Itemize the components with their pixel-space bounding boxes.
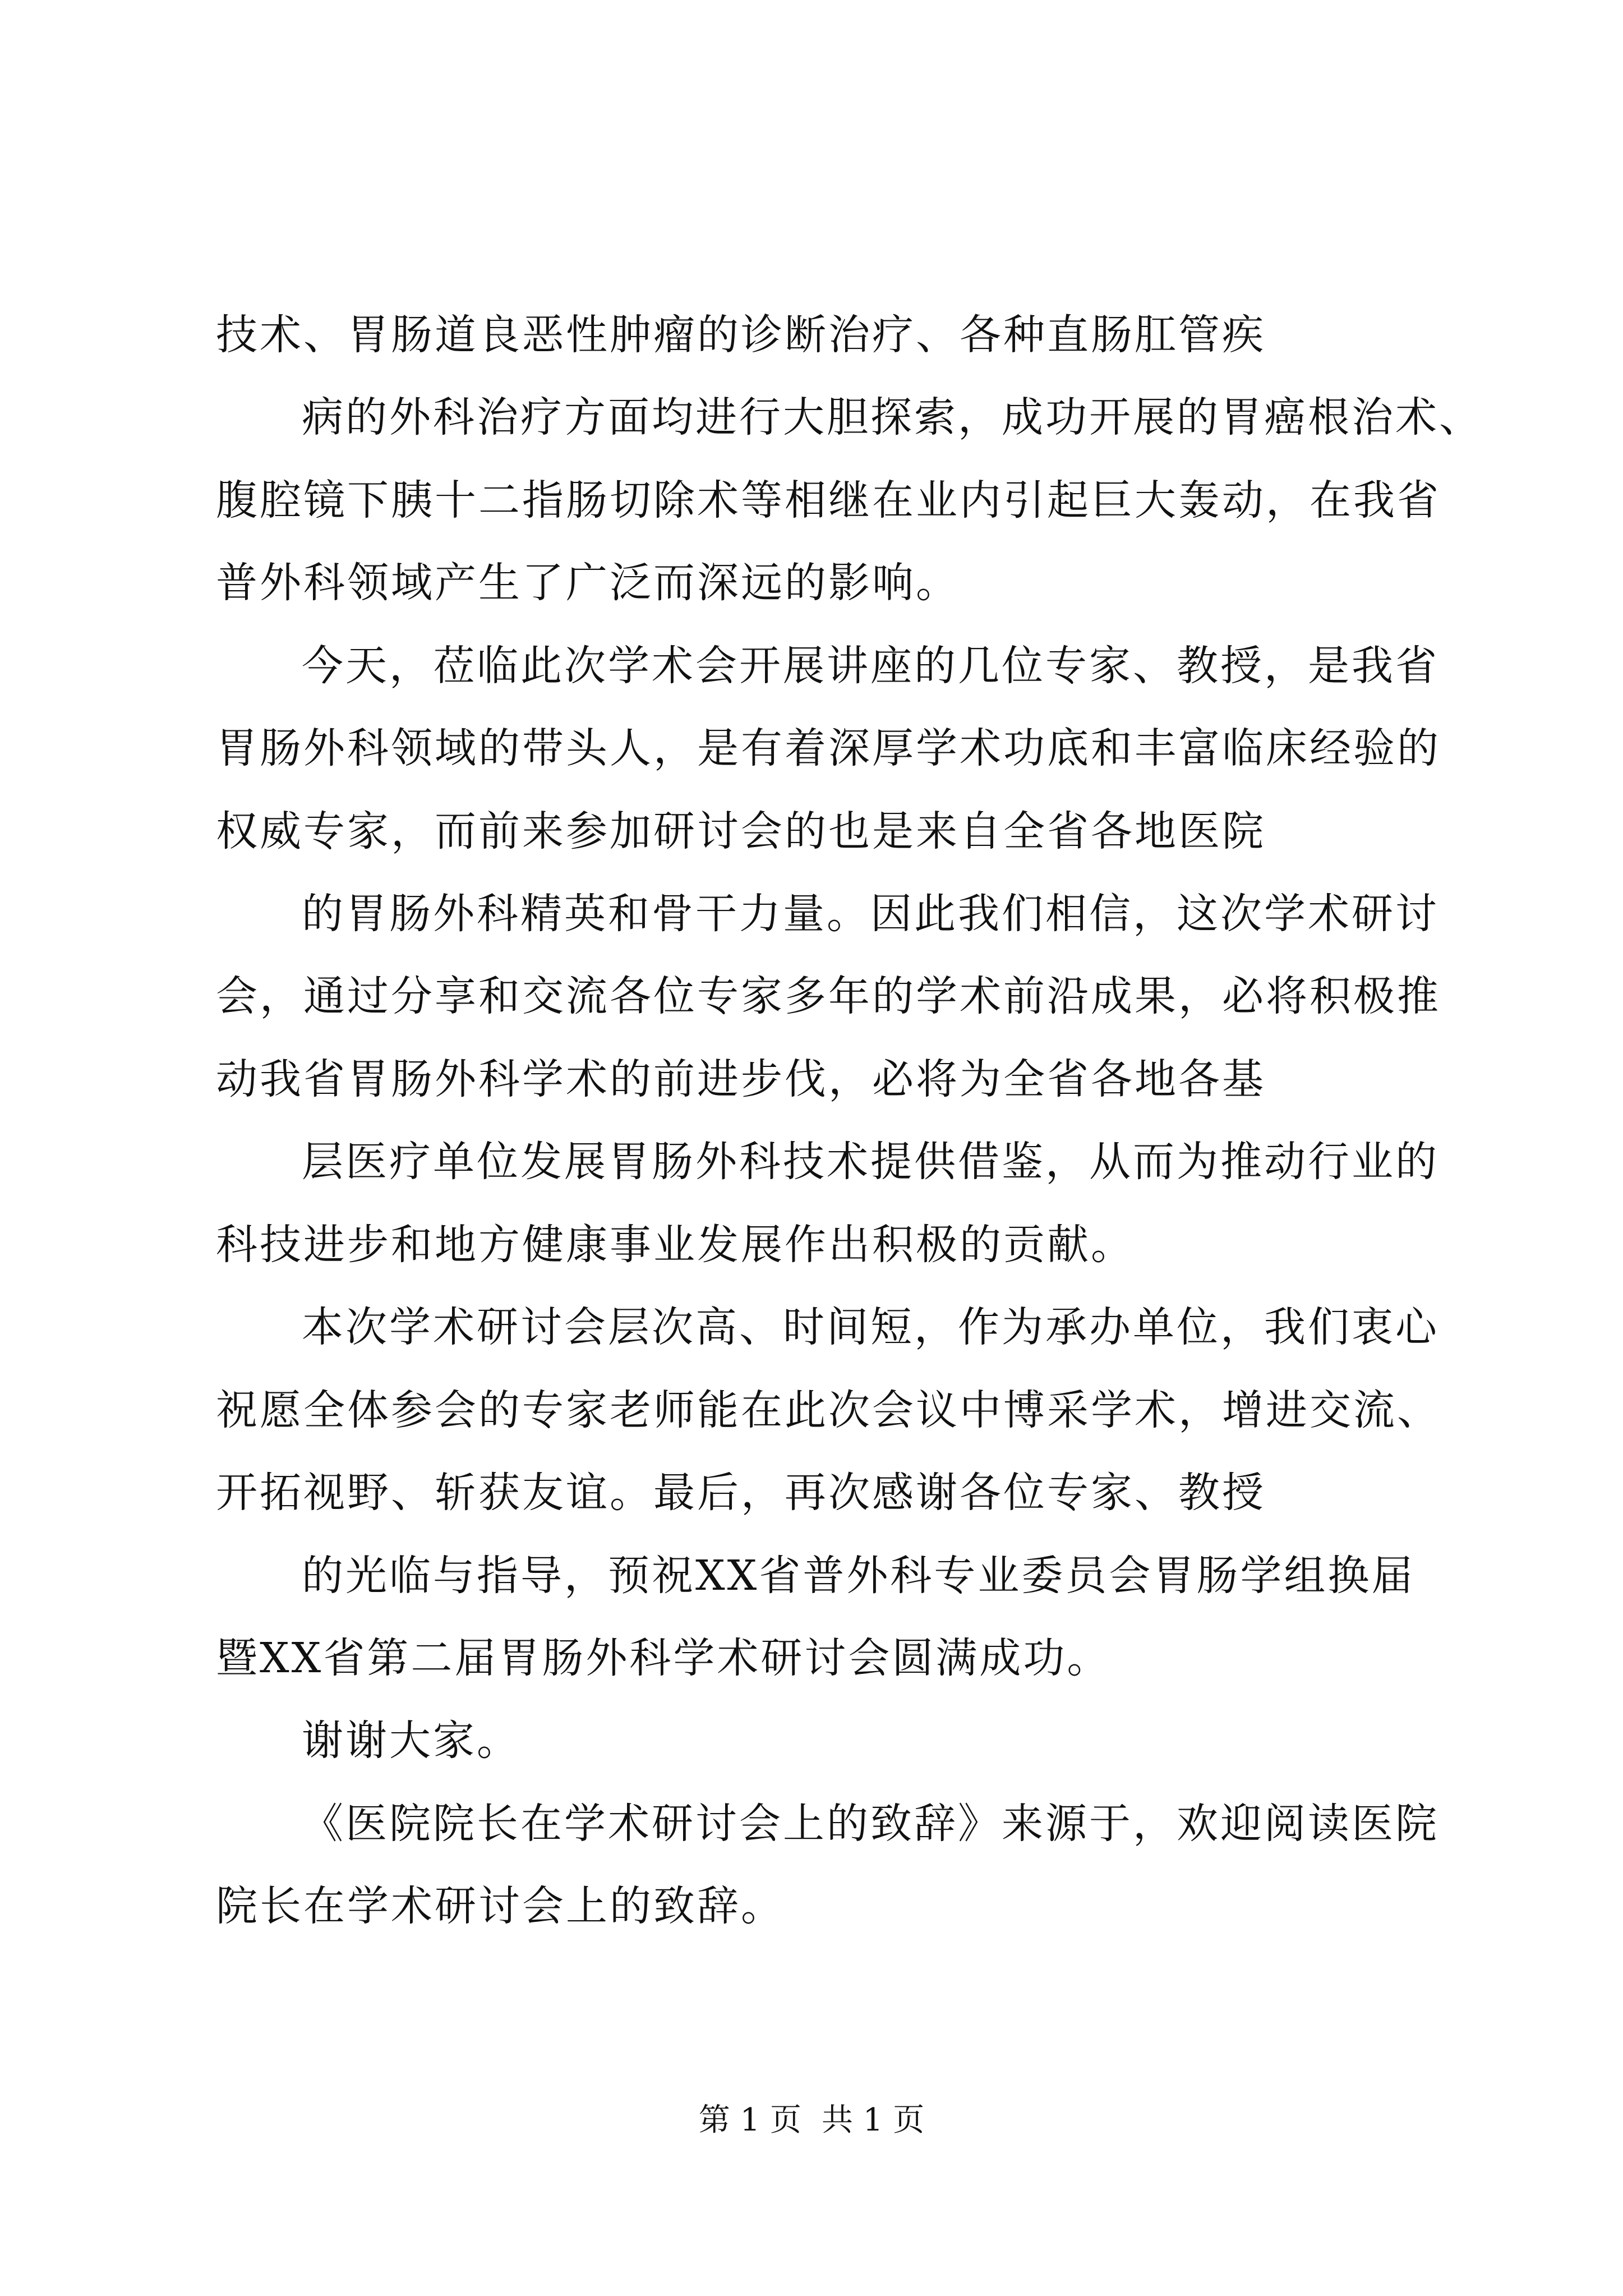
text-line: 普外科领域产生了广泛而深远的影响。 bbox=[216, 559, 960, 607]
text-line: 会，通过分享和交流各位专家多年的学术前沿成果，必将积极推 bbox=[216, 972, 1441, 1020]
text-line: 开拓视野、斩获友谊。最后，再次感谢各位专家、教授 bbox=[216, 1469, 1266, 1517]
text-line: 的胃肠外科精英和骨干力量。因此我们相信，这次学术研讨 bbox=[302, 890, 1439, 938]
text-line: 谢谢大家。 bbox=[302, 1717, 520, 1765]
page-number: 第 1 页 bbox=[698, 2102, 801, 2138]
text-line: 病的外科治疗方面均进行大胆探索，成功开展的胃癌根治术、 bbox=[302, 393, 1483, 441]
page-footer bbox=[0, 2102, 1623, 2138]
page-total: 共 1 页 bbox=[822, 2102, 925, 2138]
text-line: 科技进步和地方健康事业发展作出积极的贡献。 bbox=[216, 1221, 1135, 1269]
text-line: 动我省胃肠外科学术的前进步伐，必将为全省各地各基 bbox=[216, 1055, 1266, 1103]
text-line: 权威专家，而前来参加研讨会的也是来自全省各地医院 bbox=[216, 807, 1266, 855]
text-line: 今天，莅临此次学术会开展讲座的几位专家、教授，是我省 bbox=[302, 642, 1439, 690]
text-line: 胃肠外科领域的带头人，是有着深厚学术功底和丰富临床经验的 bbox=[216, 724, 1441, 772]
text-line: 层医疗单位发展胃肠外科技术提供借鉴，从而为推动行业的 bbox=[302, 1138, 1439, 1186]
text-line: 院长在学术研讨会上的致辞。 bbox=[216, 1882, 785, 1930]
text-line: 暨XX省第二届胃肠外科学术研讨会圆满成功。 bbox=[216, 1634, 1111, 1682]
text-line: 本次学术研讨会层次高、时间短，作为承办单位，我们衷心 bbox=[302, 1303, 1439, 1351]
text-line: 的光临与指导，预祝XX省普外科专业委员会胃肠学组换届 bbox=[302, 1552, 1415, 1600]
text-line: 技术、胃肠道良恶性肿瘤的诊断治疗、各种直肠肛管疾 bbox=[216, 311, 1266, 359]
text-line: 《医院院长在学术研讨会上的致辞》来源于，欢迎阅读医院 bbox=[302, 1800, 1439, 1848]
text-line: 腹腔镜下胰十二指肠切除术等相继在业内引起巨大轰动，在我省 bbox=[216, 476, 1441, 524]
text-line: 祝愿全体参会的专家老师能在此次会议中博采学术，增进交流、 bbox=[216, 1386, 1441, 1434]
